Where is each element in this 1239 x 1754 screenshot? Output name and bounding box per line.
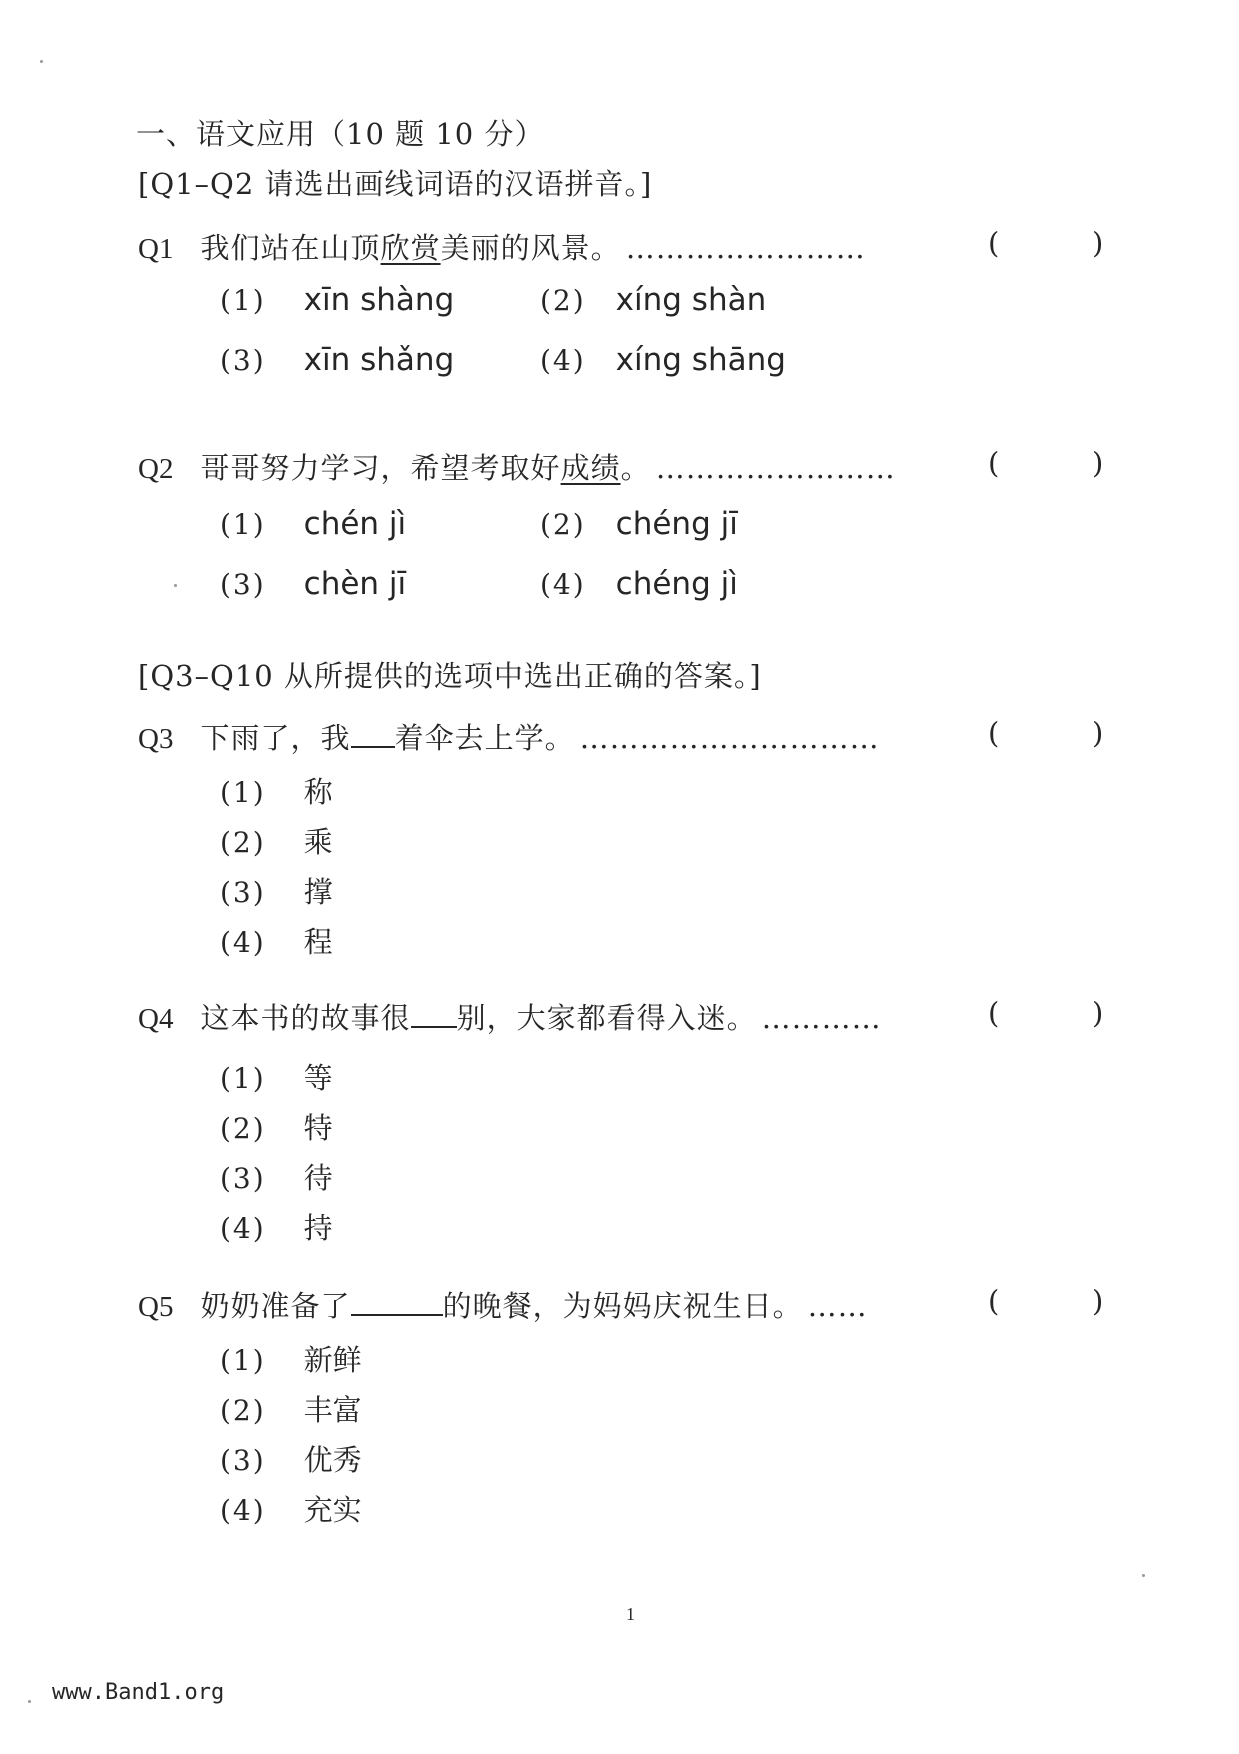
question-label: Q1 (138, 233, 174, 265)
option-q1-2[interactable]: (2) xíng shàn (540, 282, 767, 318)
option-q2-1[interactable]: (1) chén jì (220, 506, 407, 542)
question-stem: 下雨了，我 着伞去上学。 (200, 721, 575, 755)
question-stem: 这本书的故事很 别，大家都看得入迷。 (200, 1001, 757, 1035)
instruction-q1-q2: [Q1–Q2 请选出画线词语的汉语拼音。] (138, 167, 653, 201)
option-q4-1[interactable]: (1) 等 (220, 1061, 333, 1095)
dot-leader: …………………… (655, 451, 896, 485)
scan-speck (28, 1700, 31, 1703)
dot-leader: ………… (761, 1001, 882, 1035)
option-q3-1[interactable]: (1) 称 (220, 775, 333, 809)
question-label: Q2 (138, 453, 174, 485)
fill-blank (411, 1002, 457, 1028)
option-q2-4[interactable]: (4) chéng jì (540, 566, 738, 602)
question-stem: 奶奶准备了 的晚餐，为妈妈庆祝生日。 (200, 1289, 803, 1323)
option-q1-1[interactable]: (1) xīn shàng (220, 282, 455, 318)
dot-leader: …… (807, 1289, 868, 1323)
answer-box-open: ( (988, 226, 1000, 260)
underlined-word: 成绩 (560, 451, 621, 485)
question-q2 (138, 446, 896, 487)
option-q2-3[interactable]: (3) chèn jī (220, 566, 407, 602)
option-q4-3[interactable]: (3) 待 (220, 1161, 333, 1195)
question-q3 (138, 716, 880, 757)
option-q1-3[interactable]: (3) xīn shǎng (220, 342, 455, 378)
question-q1 (138, 226, 866, 267)
option-q5-4[interactable]: (4) 充实 (220, 1493, 362, 1527)
question-q5 (138, 1284, 868, 1325)
option-q4-2[interactable]: (2) 特 (220, 1111, 333, 1145)
option-q1-4[interactable]: (4) xíng shāng (540, 342, 786, 378)
option-q5-1[interactable]: (1) 新鲜 (220, 1343, 362, 1377)
question-label: Q3 (138, 723, 174, 755)
answer-box-close: ) (1092, 716, 1104, 750)
scan-speck (1142, 1574, 1145, 1577)
page-number: 1 (626, 1604, 635, 1624)
answer-box-open: ( (988, 996, 1000, 1030)
underlined-word: 欣赏 (380, 231, 441, 265)
option-q5-3[interactable]: (3) 优秀 (220, 1443, 362, 1477)
question-stem: 我们站在山顶欣赏美丽的风景。 (200, 231, 621, 265)
option-q3-3[interactable]: (3) 撑 (220, 875, 333, 909)
answer-box-close: ) (1092, 446, 1104, 480)
option-q5-2[interactable]: (2) 丰富 (220, 1393, 362, 1427)
question-label: Q4 (138, 1003, 174, 1035)
fill-blank (351, 722, 395, 748)
fill-blank (351, 1290, 443, 1316)
answer-box-close: ) (1092, 1284, 1104, 1318)
scan-speck (174, 584, 177, 587)
option-q3-4[interactable]: (4) 程 (220, 925, 333, 959)
dot-leader: …………………… (625, 231, 866, 265)
footer-url: www.Band1.org (52, 1680, 225, 1705)
question-label: Q5 (138, 1291, 174, 1323)
option-q2-2[interactable]: (2) chéng jī (540, 506, 738, 542)
scan-speck (40, 60, 43, 63)
dot-leader: ………………………… (579, 721, 880, 755)
question-q4 (138, 996, 882, 1037)
section-title: 一、语文应用（10 题 10 分） (136, 117, 545, 151)
answer-box-open: ( (988, 446, 1000, 480)
answer-box-open: ( (988, 1284, 1000, 1318)
answer-box-close: ) (1092, 996, 1104, 1030)
answer-box-open: ( (988, 716, 1000, 750)
option-q3-2[interactable]: (2) 乘 (220, 825, 333, 859)
answer-box-close: ) (1092, 226, 1104, 260)
instruction-q3-q10: [Q3–Q10 从所提供的选项中选出正确的答案。] (138, 659, 762, 693)
question-stem: 哥哥努力学习，希望考取好成绩。 (200, 451, 651, 485)
option-q4-4[interactable]: (4) 持 (220, 1211, 333, 1245)
